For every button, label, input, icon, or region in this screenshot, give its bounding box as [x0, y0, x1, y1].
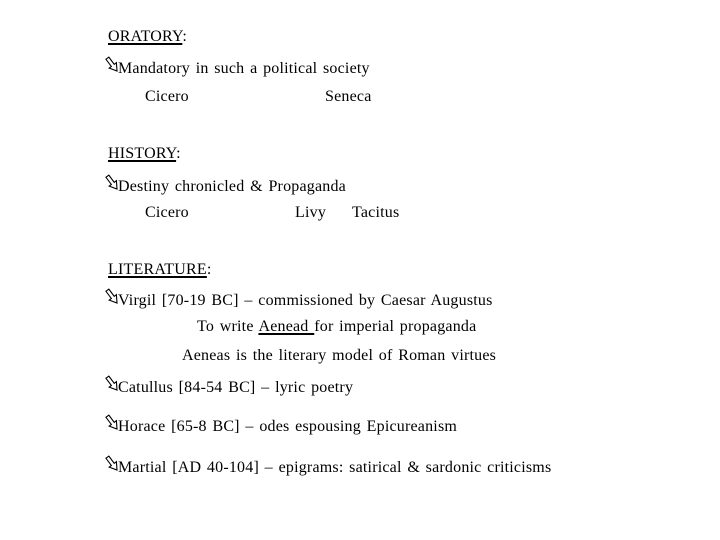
literature-heading-text: LITERATURE — [108, 261, 207, 278]
martial-bullet-text: Martial [AD 40-104] – epigrams: satirical & sardonic criticisms — [118, 459, 552, 476]
se-arrow-bullet-icon — [104, 55, 119, 73]
name-tacitus: Tacitus — [352, 204, 400, 221]
literature-heading-colon: : — [206, 261, 212, 278]
catullus-bullet-line — [104, 374, 353, 398]
name-cicero-history: Cicero — [145, 204, 189, 221]
horace-bullet-line — [104, 413, 457, 437]
oratory-heading — [108, 27, 187, 47]
oratory-bullet-line — [104, 55, 370, 79]
martial-bullet-line — [104, 454, 551, 478]
oratory-bullet-text: Mandatory in such a political society — [118, 60, 370, 77]
aeneas-line: Aeneas is the literary model of Roman virtues — [182, 347, 497, 364]
to-write-line — [197, 317, 476, 337]
to-write-post: for imperial propaganda — [314, 318, 477, 335]
virgil-bullet-text: Virgil [70-19 BC] – commissioned by Caesar Augustus — [118, 292, 493, 309]
virgil-bullet-line — [104, 287, 493, 311]
aenead-underlined: Aenead — [258, 318, 315, 335]
history-bullet-text: Destiny chronicled & Propaganda — [118, 178, 346, 195]
oratory-heading-text: ORATORY — [108, 28, 183, 45]
se-arrow-bullet-icon — [104, 287, 119, 305]
history-heading-colon: : — [176, 145, 181, 162]
history-bullet-line — [104, 173, 346, 197]
catullus-bullet-text: Catullus [84-54 BC] – lyric poetry — [118, 379, 354, 396]
se-arrow-bullet-icon — [104, 374, 119, 392]
name-cicero-oratory: Cicero — [145, 88, 189, 105]
history-heading-text: HISTORY — [108, 145, 177, 162]
history-heading — [108, 144, 181, 164]
se-arrow-bullet-icon — [104, 454, 119, 472]
se-arrow-bullet-icon — [104, 413, 119, 431]
name-seneca: Seneca — [325, 88, 372, 105]
name-livy: Livy — [295, 204, 327, 221]
oratory-heading-colon: : — [182, 28, 187, 45]
literature-heading — [108, 260, 212, 280]
horace-bullet-text: Horace [65-8 BC] – odes espousing Epicureanism — [118, 418, 458, 435]
to-write-pre: To write — [197, 318, 259, 335]
se-arrow-bullet-icon — [104, 173, 119, 191]
